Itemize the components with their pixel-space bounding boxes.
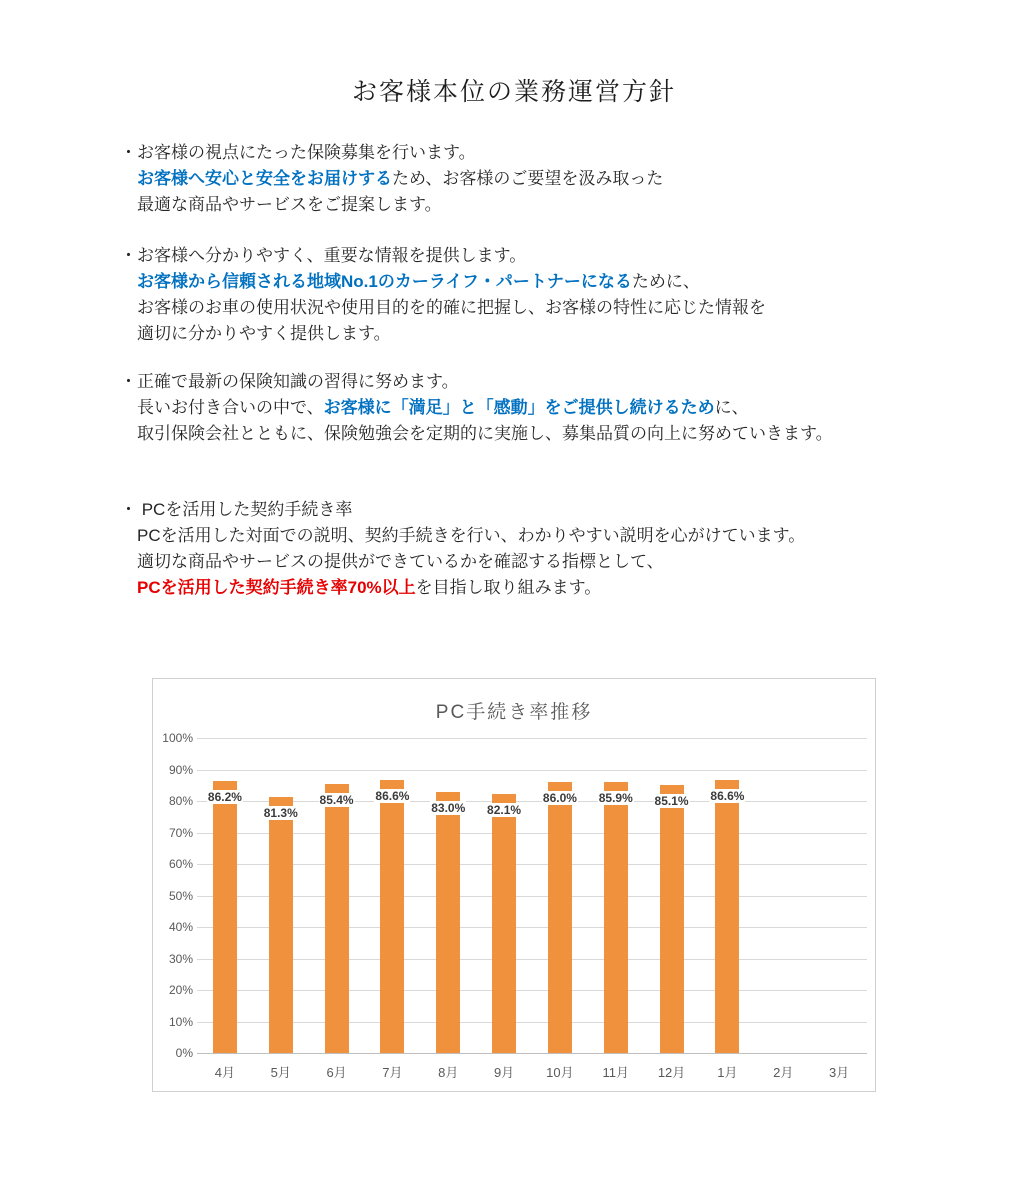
y-tick-label: 90% xyxy=(168,763,193,777)
bar-value-label: 85.4% xyxy=(319,792,354,807)
bar-1月 xyxy=(715,780,739,1053)
gridline xyxy=(197,1022,867,1023)
chart-title: PC手続き率推移 xyxy=(435,702,593,723)
text-segment-red: PCを活用した契約手続き率70%以上 xyxy=(137,578,416,597)
bullet-line xyxy=(120,549,805,575)
text-segment-plain: お客様のお車の使用状況や使用目的を的確に把握し、お客様の特性に応じた情報を xyxy=(137,298,766,317)
bullet-line xyxy=(120,243,766,269)
bar-value-label: 85.9% xyxy=(598,791,633,806)
bullet-item xyxy=(120,369,833,447)
gridline xyxy=(197,738,867,739)
bullet-line xyxy=(120,523,805,549)
gridline xyxy=(197,833,867,834)
text-segment-plain: を目指し取り組みます。 xyxy=(415,578,602,597)
bar-12月 xyxy=(660,785,684,1053)
y-tick-label: 30% xyxy=(168,952,193,966)
y-tick-label: 20% xyxy=(168,983,193,997)
x-tick-label: 1月 xyxy=(717,1065,738,1080)
page-title: お客様本位の業務運営方針 xyxy=(351,78,676,106)
text-segment-plain: ため、お客様のご要望を汲み取った xyxy=(392,169,664,188)
y-tick-label: 40% xyxy=(168,920,193,934)
text-segment-plain: ・正確で最新の保険知識の習得に努めます。 xyxy=(120,372,459,391)
y-tick-label: 60% xyxy=(168,857,193,871)
pc-rate-chart xyxy=(152,678,876,1092)
text-segment-blue: お客様へ安心と安全をお届けする xyxy=(137,169,392,188)
bullet-line xyxy=(120,497,805,523)
text-segment-plain: ・ PCを活用した契約手続き率 xyxy=(120,500,353,519)
bar-value-label: 86.0% xyxy=(542,791,577,806)
bullet-line xyxy=(120,192,663,218)
bullet-line xyxy=(120,295,766,321)
bar-10月 xyxy=(548,782,572,1053)
bullet-line xyxy=(120,395,833,421)
text-segment-plain: 適切な商品やサービスの提供ができているかを確認する指標として、 xyxy=(137,552,664,571)
text-segment-plain: 取引保険会社とともに、保険勉強会を定期的に実施し、募集品質の向上に努めていきます。 xyxy=(137,424,833,443)
text-segment-plain: PCを活用した対面での説明、契約手続きを行い、わかりやすい説明を心がけています。 xyxy=(137,526,806,545)
x-tick-label: 6月 xyxy=(326,1065,347,1080)
gridline xyxy=(197,1053,867,1054)
bar-4月 xyxy=(213,781,237,1053)
y-tick-label: 0% xyxy=(175,1046,193,1060)
x-tick-label: 2月 xyxy=(773,1065,794,1080)
gridline xyxy=(197,864,867,865)
text-segment-blue: お客様に「満足」と「感動」をご提供し続けるため xyxy=(323,398,715,417)
x-tick-label: 5月 xyxy=(270,1065,291,1080)
y-tick-label: 70% xyxy=(168,826,193,840)
bar-value-label: 81.3% xyxy=(263,805,298,820)
bar-value-label: 85.1% xyxy=(654,793,689,808)
x-tick-label: 7月 xyxy=(382,1065,403,1080)
bar-value-label: 86.6% xyxy=(375,789,410,804)
text-segment-plain: 適切に分かりやすく提供します。 xyxy=(137,324,391,343)
y-tick-label: 80% xyxy=(168,794,193,808)
gridline xyxy=(197,770,867,771)
text-segment-plain: ・お客様の視点にたった保険募集を行います。 xyxy=(120,143,476,162)
bullet-line xyxy=(120,269,766,295)
bullet-line xyxy=(120,369,833,395)
chart-plot-area xyxy=(162,731,867,1080)
x-tick-label: 3月 xyxy=(828,1065,850,1080)
bullet-line xyxy=(120,421,833,447)
bar-value-label: 86.2% xyxy=(207,790,242,805)
bar-7月 xyxy=(380,780,404,1053)
y-tick-label: 100% xyxy=(162,731,193,745)
bullet-line xyxy=(120,321,766,347)
gridline xyxy=(197,990,867,991)
y-tick-label: 10% xyxy=(168,1015,193,1029)
text-segment-plain: 長いお付き合いの中で、 xyxy=(137,398,324,417)
bar-value-label: 83.0% xyxy=(431,800,466,815)
gridline xyxy=(197,959,867,960)
text-segment-plain: に、 xyxy=(714,398,749,417)
text-segment-plain: ために、 xyxy=(631,272,700,291)
bullet-item xyxy=(120,243,766,347)
bar-11月 xyxy=(604,782,628,1053)
bar-5月 xyxy=(269,797,293,1053)
bar-8月 xyxy=(436,792,460,1053)
gridline xyxy=(197,896,867,897)
bar-9月 xyxy=(492,794,516,1053)
x-tick-label: 4月 xyxy=(214,1065,236,1080)
text-segment-plain: 最適な商品やサービスをご提案します。 xyxy=(137,195,442,214)
y-tick-label: 50% xyxy=(168,889,193,903)
bar-value-label: 82.1% xyxy=(487,803,522,818)
gridline xyxy=(197,927,867,928)
bullet-item xyxy=(120,140,663,218)
text-segment-plain: ・お客様へ分かりやすく、重要な情報を提供します。 xyxy=(120,246,527,265)
bar-6月 xyxy=(325,784,349,1053)
x-tick-label: 10月 xyxy=(546,1065,574,1080)
text-segment-blue: お客様から信頼される地域No.1のカーライフ・パートナーになる xyxy=(137,272,632,291)
x-tick-label: 11月 xyxy=(602,1065,629,1080)
bullet-item xyxy=(120,497,805,601)
x-tick-label: 9月 xyxy=(493,1065,515,1080)
bullet-line xyxy=(120,166,663,192)
bullet-line xyxy=(120,575,805,601)
x-tick-label: 12月 xyxy=(657,1065,686,1080)
bullet-line xyxy=(120,140,663,166)
bar-value-label: 86.6% xyxy=(710,789,745,804)
x-tick-label: 8月 xyxy=(438,1065,459,1080)
